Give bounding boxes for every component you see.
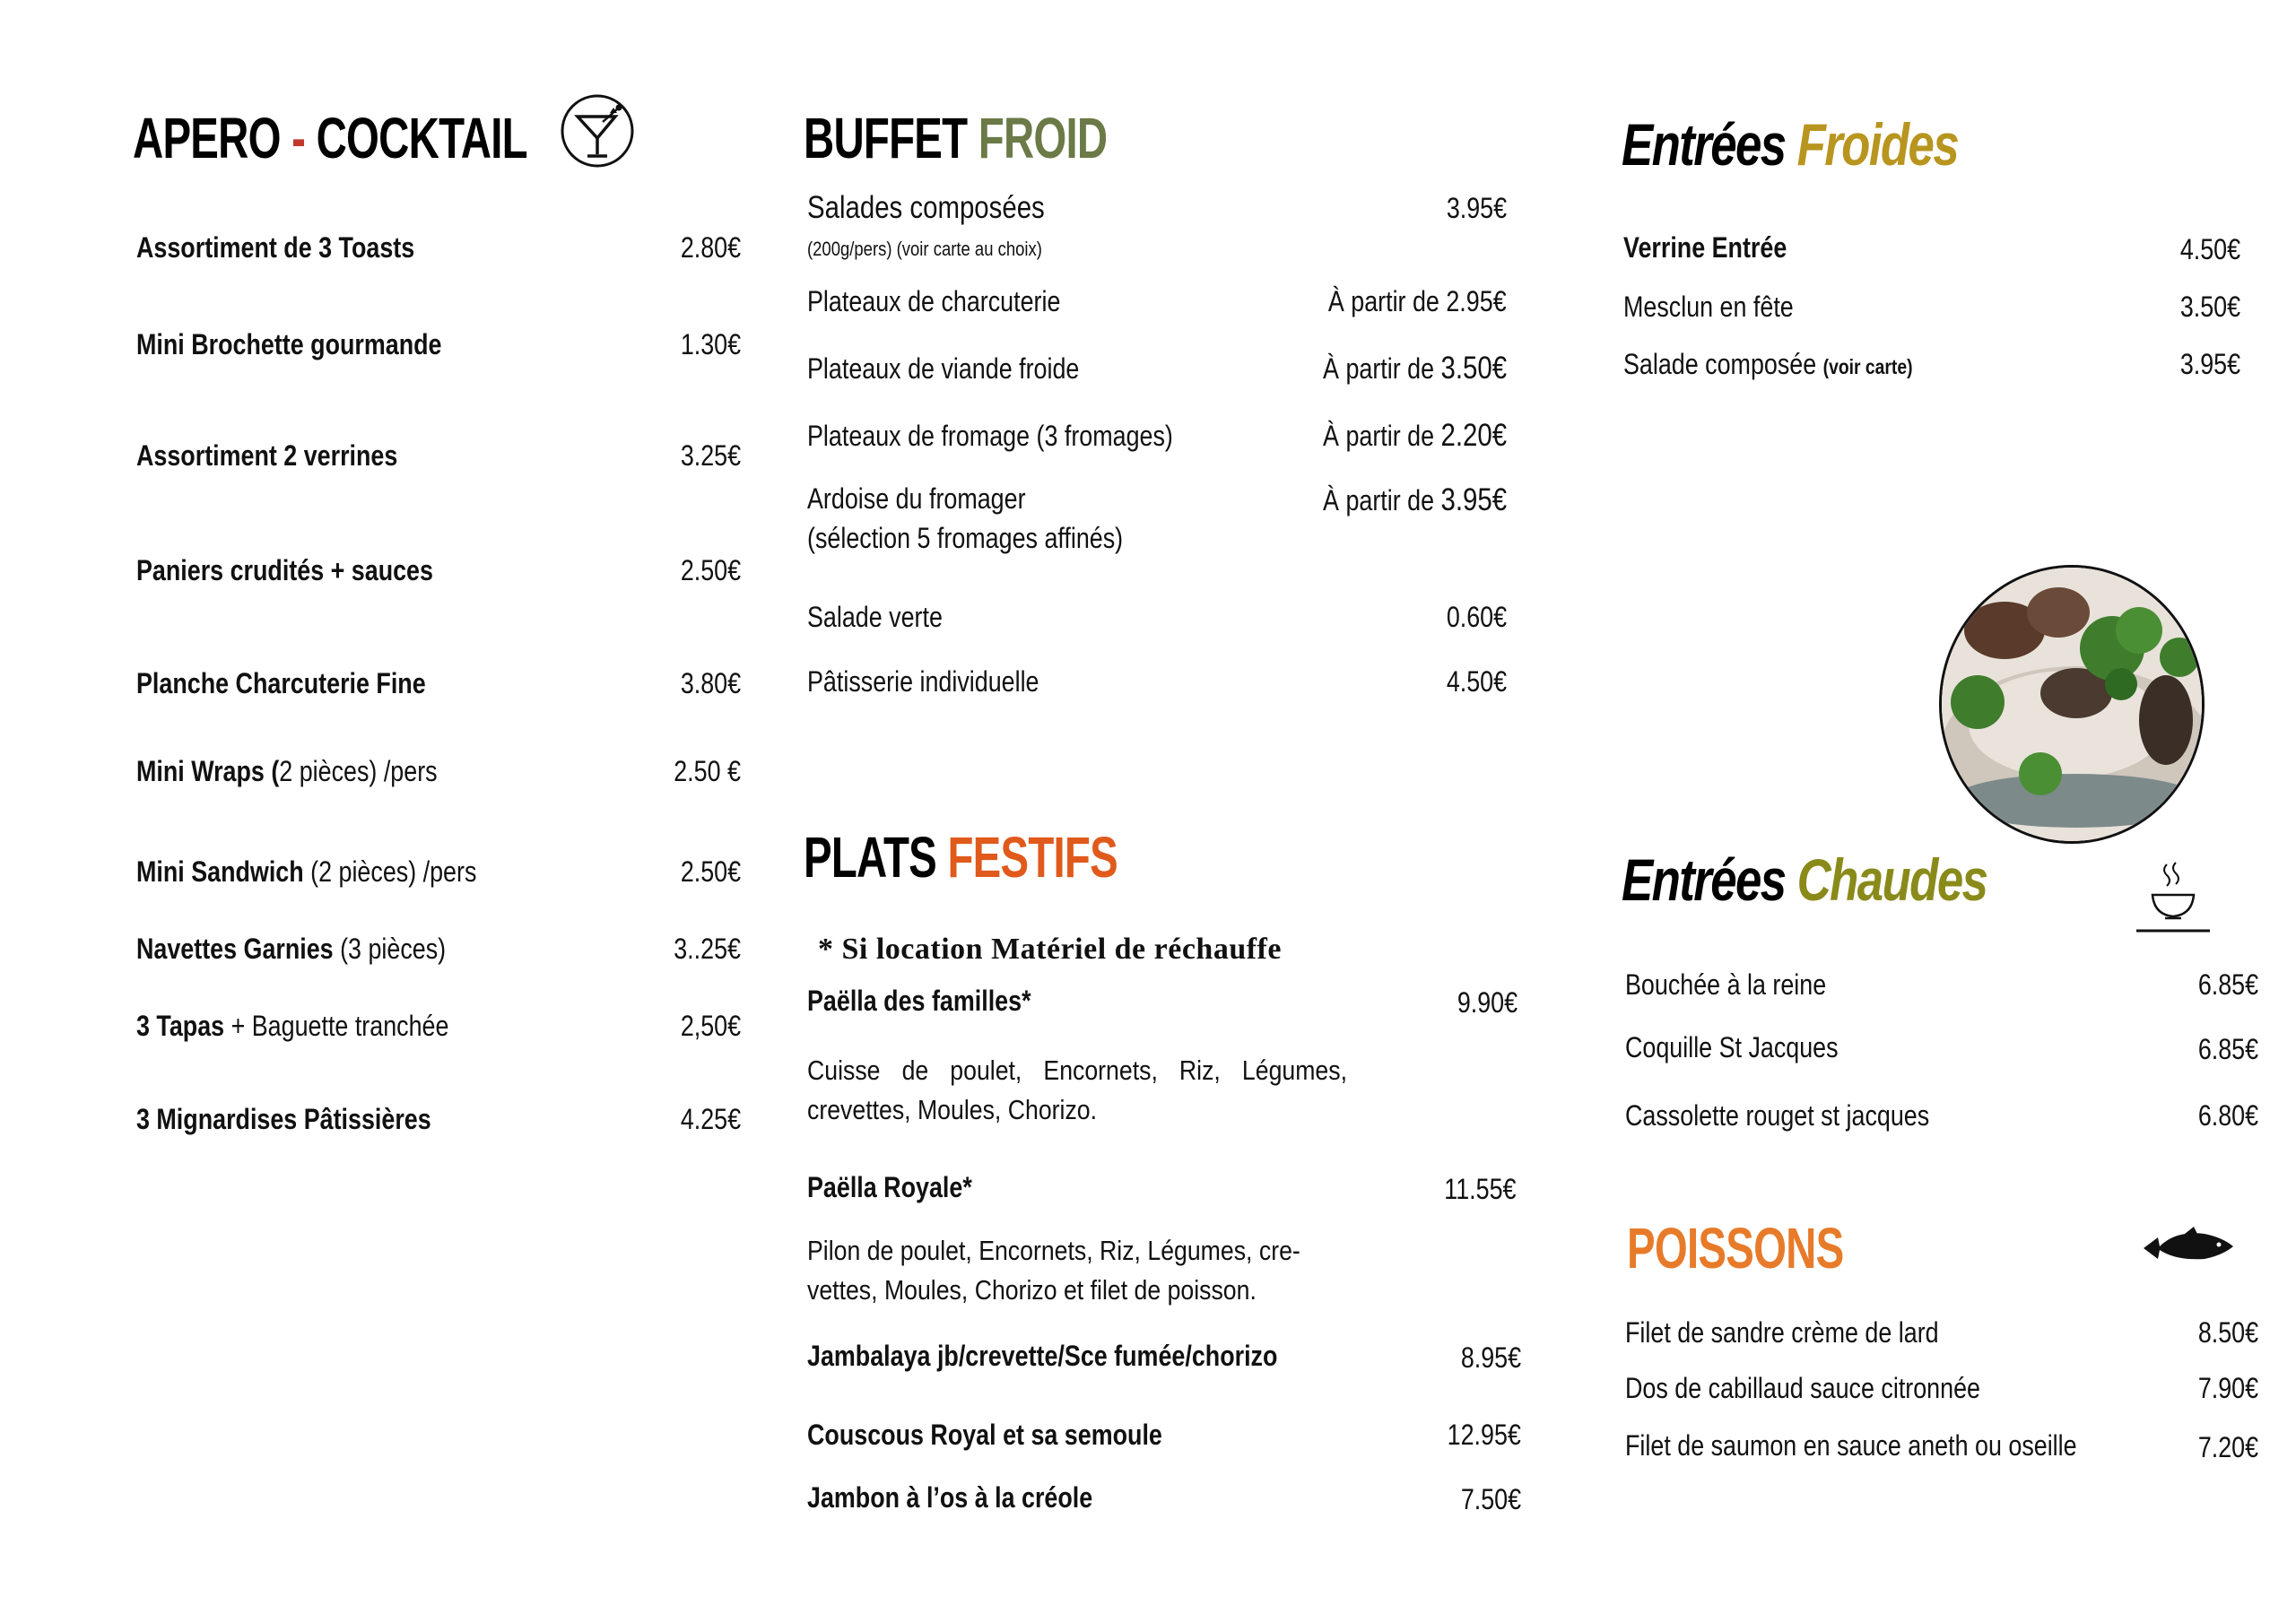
entrees-chaudes-price-bouchee: 6.85€ <box>2197 968 2258 1001</box>
plats-item-paella-familles: Paëlla des familles* <box>807 985 1031 1017</box>
entrees-froides-item-mesclun: Mesclun en fête <box>1623 291 1794 323</box>
apero-item-name: Planche Charcuterie Fine <box>136 667 426 699</box>
buffet-item-ardoise: Ardoise du fromager <box>807 482 1026 515</box>
poissons-item-cabillaud: Dos de cabillaud sauce citronnée <box>1625 1372 1980 1404</box>
entrees-froides-price-salade: 3.95€ <box>2179 348 2240 380</box>
apero-item-suffix: (3 pièces) <box>333 933 447 965</box>
entrees-chaudes-item-coquille: Coquille St Jacques <box>1625 1031 1839 1063</box>
apero-item-name: Paniers crudités + sauces <box>136 554 433 586</box>
entrees-froides-item-salade: Salade composée (voir carte) <box>1623 348 1913 380</box>
poissons-price-cabillaud: 7.90€ <box>2197 1372 2258 1404</box>
apero-item <box>136 755 495 788</box>
apero-item <box>136 667 481 700</box>
buffet-title: BUFFET FROID <box>804 106 1108 170</box>
entrees-chaudes-item-cassolette: Cassolette rouget st jacques <box>1625 1099 1930 1132</box>
poissons-title: POISSONS <box>1627 1216 1844 1280</box>
apero-item-price: 2.50 € <box>674 755 741 787</box>
buffet-item-charcuterie: Plateaux de charcuterie <box>807 285 1061 317</box>
apero-item-name: Assortiment 2 verrines <box>136 439 398 472</box>
apero-item-price: 2,50€ <box>680 1010 741 1042</box>
apero-item <box>136 328 500 361</box>
apero-item-price: 1.30€ <box>680 328 741 360</box>
apero-item-price: 2.50€ <box>680 855 741 888</box>
apero-item <box>136 439 448 473</box>
fish-icon <box>2140 1225 2239 1268</box>
entrees-chaudes-price-coquille: 6.85€ <box>2197 1033 2258 1065</box>
poissons-price-saumon: 7.20€ <box>2197 1431 2258 1463</box>
buffet-item-salade-verte: Salade verte <box>807 601 943 633</box>
entrees-froides-price-mesclun: 3.50€ <box>2179 291 2240 323</box>
apero-item-suffix: 2 pièces) /pers <box>279 755 438 787</box>
entrees-chaudes-title: Entrées Chaudes <box>1622 846 1987 913</box>
plats-price-couscous: 12.95€ <box>1447 1419 1521 1451</box>
apero-item <box>136 1103 487 1136</box>
apero-item-price: 4.25€ <box>680 1103 741 1135</box>
plats-item-paella-royale: Paëlla Royale* <box>807 1171 972 1203</box>
apero-item-name: Assortiment de 3 Toasts <box>136 231 415 264</box>
poissons-price-sandre: 8.50€ <box>2197 1316 2258 1349</box>
poissons-item-sandre: Filet de sandre crème de lard <box>1625 1316 1939 1349</box>
buffet-price-salade-verte: 0.60€ <box>1446 601 1507 633</box>
plats-item-jambalaya: Jambalaya jb/crevette/Sce fumée/chorizo <box>807 1340 1278 1372</box>
plats-price-jambalaya: 8.95€ <box>1460 1341 1521 1374</box>
apero-item-price: 2.50€ <box>680 554 741 586</box>
plats-desc-paella-royale-1: Pilon de poulet, Encornets, Riz, Légumes, cre- <box>807 1235 1300 1266</box>
apero-title: APERO - COCKTAIL <box>133 106 527 170</box>
plats-price-paella-royale: 11.55€ <box>1443 1173 1516 1205</box>
buffet-price-viande: À partir de 3.50€ <box>1322 351 1507 386</box>
plats-item-jambon: Jambon à l’os à la créole <box>807 1481 1093 1514</box>
buffet-item-salades: Salades composées <box>807 190 1045 225</box>
plats-item-couscous: Couscous Royal et sa semoule <box>807 1419 1162 1451</box>
apero-item-name: 3 Mignardises Pâtissières <box>136 1103 431 1135</box>
cocktail-glass-icon <box>560 93 635 169</box>
buffet-item-fromage: Plateaux de fromage (3 fromages) <box>807 420 1173 452</box>
apero-item <box>136 554 490 587</box>
apero-item-name: Mini Sandwich <box>136 855 304 888</box>
apero-item-price: 3..25€ <box>674 933 741 965</box>
steaming-bowl-icon <box>2133 859 2213 934</box>
apero-item-suffix: (2 pièces) /pers <box>303 855 477 888</box>
entrees-chaudes-item-bouchee: Bouchée à la reine <box>1625 968 1827 1001</box>
plats-desc-paella-royale-2: vettes, Moules, Chorizo et filet de poisson. <box>807 1274 1257 1306</box>
plats-title: PLATS FESTIFS <box>804 825 1118 890</box>
apero-item-price: 2.80€ <box>680 231 741 264</box>
buffet-price-charcuterie: À partir de 2.95€ <box>1328 285 1507 317</box>
poissons-item-saumon: Filet de saumon en sauce aneth ou oseille <box>1625 1429 2077 1462</box>
entrees-chaudes-price-cassolette: 6.80€ <box>2197 1099 2258 1132</box>
apero-item <box>136 855 542 889</box>
apero-item-suffix: + Baguette tranchée <box>224 1010 449 1042</box>
buffet-item-viande: Plateaux de viande froide <box>807 352 1080 385</box>
apero-item-name: Navettes Garnies <box>136 933 334 965</box>
entrees-froides-price-verrine: 4.50€ <box>2179 233 2240 265</box>
plats-desc-paella-familles: Cuisse de poulet, Encornets, Riz, Légumes, crevettes, Moules, Chorizo. <box>807 1055 1347 1126</box>
plats-price-paella-familles: 9.90€ <box>1457 986 1518 1019</box>
apero-item <box>136 1010 509 1043</box>
buffet-item-patisserie: Pâtisserie individuelle <box>807 665 1039 698</box>
apero-item <box>136 933 505 966</box>
buffet-item-ardoise-line2: (sélection 5 fromages affinés) <box>807 522 1124 554</box>
buffet-price-salades: 3.95€ <box>1446 192 1507 224</box>
apero-item <box>136 231 467 265</box>
buffet-price-patisserie: 4.50€ <box>1446 665 1507 698</box>
apero-item-name: Mini Brochette gourmande <box>136 328 442 360</box>
buffet-item-salades-sub: (200g/pers) (voir carte au choix) <box>807 238 1042 260</box>
entrees-froides-item-verrine: Verrine Entrée <box>1623 231 1787 264</box>
apero-item-name: Mini Wraps ( <box>136 755 280 787</box>
apero-item-price: 3.25€ <box>680 439 741 472</box>
plats-note: * Si location Matériel de réchauffe <box>818 933 1282 966</box>
entrees-froides-title: Entrées Froides <box>1622 111 1959 178</box>
plats-price-jambon: 7.50€ <box>1460 1483 1521 1515</box>
apero-item-price: 3.80€ <box>680 667 741 699</box>
apero-item-name: 3 Tapas <box>136 1010 225 1042</box>
dish-photo <box>1939 565 2205 844</box>
buffet-price-fromage: À partir de 2.20€ <box>1322 418 1507 453</box>
buffet-price-ardoise: À partir de 3.95€ <box>1322 482 1507 517</box>
